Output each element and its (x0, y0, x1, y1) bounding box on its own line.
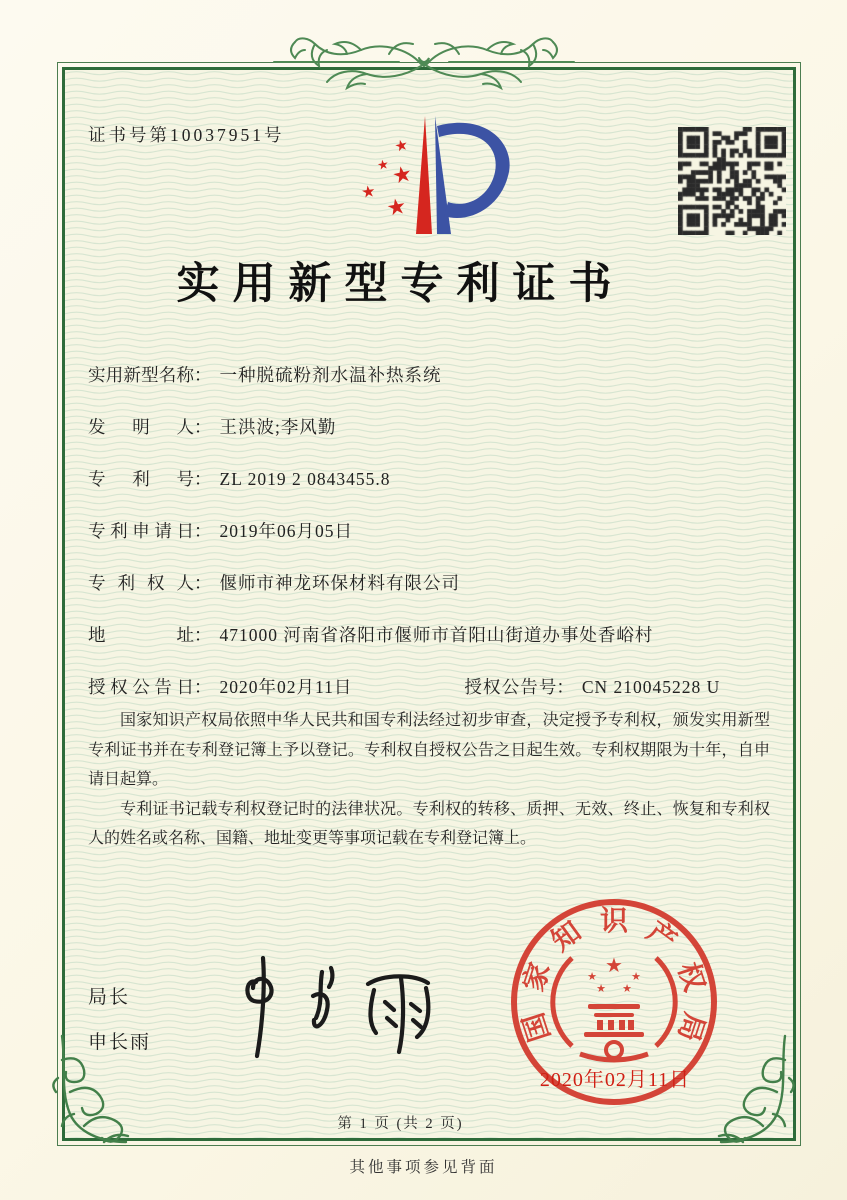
field-row-name (88, 362, 768, 414)
svg-text:★: ★ (384, 193, 409, 222)
field-colon: ： (194, 625, 212, 645)
svg-text:国: 国 (518, 1008, 557, 1045)
body-paragraph-1: 国家知识产权局依照中华人民共和国专利法经过初步审查，决定授予专利权，颁发实用新型专利证书并在专利登记簿上予以登记。专利权自授权公告之日起生效。专利权期限为十年，自申请日起算。 (88, 712, 770, 788)
field-label: 专利申请日 (88, 521, 194, 541)
body-paragraph-2: 专利证书记载专利权登记时的法律状况。专利权的转移、质押、无效、终止、恢复和专利权人的姓名或名称、国籍、地址变更等事项记载在专利登记簿上。 (88, 800, 770, 847)
seal-date: 2020年02月11日 (539, 1069, 691, 1091)
field-value: 2020年02月11日 (219, 677, 353, 697)
svg-text:权: 权 (671, 959, 710, 996)
svg-text:家: 家 (518, 959, 557, 996)
field-value: 偃师市神龙环保材料有限公司 (219, 573, 460, 593)
field-label: 授权公告号 (464, 677, 557, 697)
field-label: 地址 (88, 625, 194, 645)
back-note: 其他事项参见背面 (349, 1159, 498, 1176)
field-label: 实用新型名称 (88, 365, 194, 385)
field-value: CN 210045228 U (581, 677, 721, 697)
certificate-title: 实用新型专利证书 (176, 261, 625, 308)
field-row-patent-no (88, 466, 768, 518)
field-colon: ： (194, 677, 212, 697)
svg-text:局: 局 (671, 1008, 710, 1045)
svg-text:★: ★ (587, 970, 597, 983)
field-value: ZL 2019 2 0843455.8 (219, 469, 391, 489)
field-colon: ： (194, 521, 212, 541)
svg-text:★: ★ (596, 982, 606, 995)
field-colon: ： (194, 417, 212, 437)
svg-text:★: ★ (631, 970, 641, 983)
field-row-inventor (88, 414, 768, 466)
svg-text:★: ★ (359, 181, 377, 202)
field-row-patentee (88, 570, 768, 622)
field-colon: ： (194, 573, 212, 593)
field-row-address (88, 622, 768, 674)
legal-text (88, 706, 770, 854)
svg-text:产: 产 (640, 916, 682, 958)
field-list (88, 362, 768, 726)
field-value: 471000 河南省洛阳市偃师市首阳山街道办事处香峪村 (219, 625, 654, 645)
signature-icon (218, 952, 443, 1062)
field-colon: ： (194, 469, 212, 489)
corner-ornament-left (44, 1030, 174, 1160)
svg-text:★: ★ (376, 157, 391, 174)
field-label: 授权公告日 (88, 677, 194, 697)
svg-text:★: ★ (392, 135, 411, 156)
qr-code (678, 127, 786, 235)
svg-text:知: 知 (546, 916, 588, 958)
cnipa-logo-icon (338, 110, 520, 238)
field-colon: ： (556, 677, 574, 697)
field-colon: ： (194, 365, 212, 385)
field-value: 一种脱硫粉剂水温补热系统 (219, 365, 442, 385)
svg-text:★: ★ (390, 161, 415, 190)
svg-text:★: ★ (622, 982, 632, 995)
page-number: 第 1 页 (共 2 页) (337, 1116, 464, 1132)
field-value: 2019年06月05日 (219, 521, 353, 541)
svg-text:识: 识 (599, 906, 629, 937)
director-title: 局长 (88, 987, 131, 1008)
svg-text:★: ★ (605, 953, 623, 977)
certificate-number: 证书号第10037951号 (88, 125, 285, 145)
top-ornament (269, 24, 579, 100)
corner-ornament-right (673, 1030, 803, 1160)
field-label: 专利权人 (88, 573, 194, 593)
field-label: 专利号 (88, 469, 194, 489)
field-label: 发明人 (88, 417, 194, 437)
field-pair-grant-no (464, 674, 720, 699)
field-value: 王洪波;李风勤 (219, 417, 337, 437)
field-row-filing-date (88, 518, 768, 570)
director-name: 申长雨 (88, 1032, 152, 1053)
